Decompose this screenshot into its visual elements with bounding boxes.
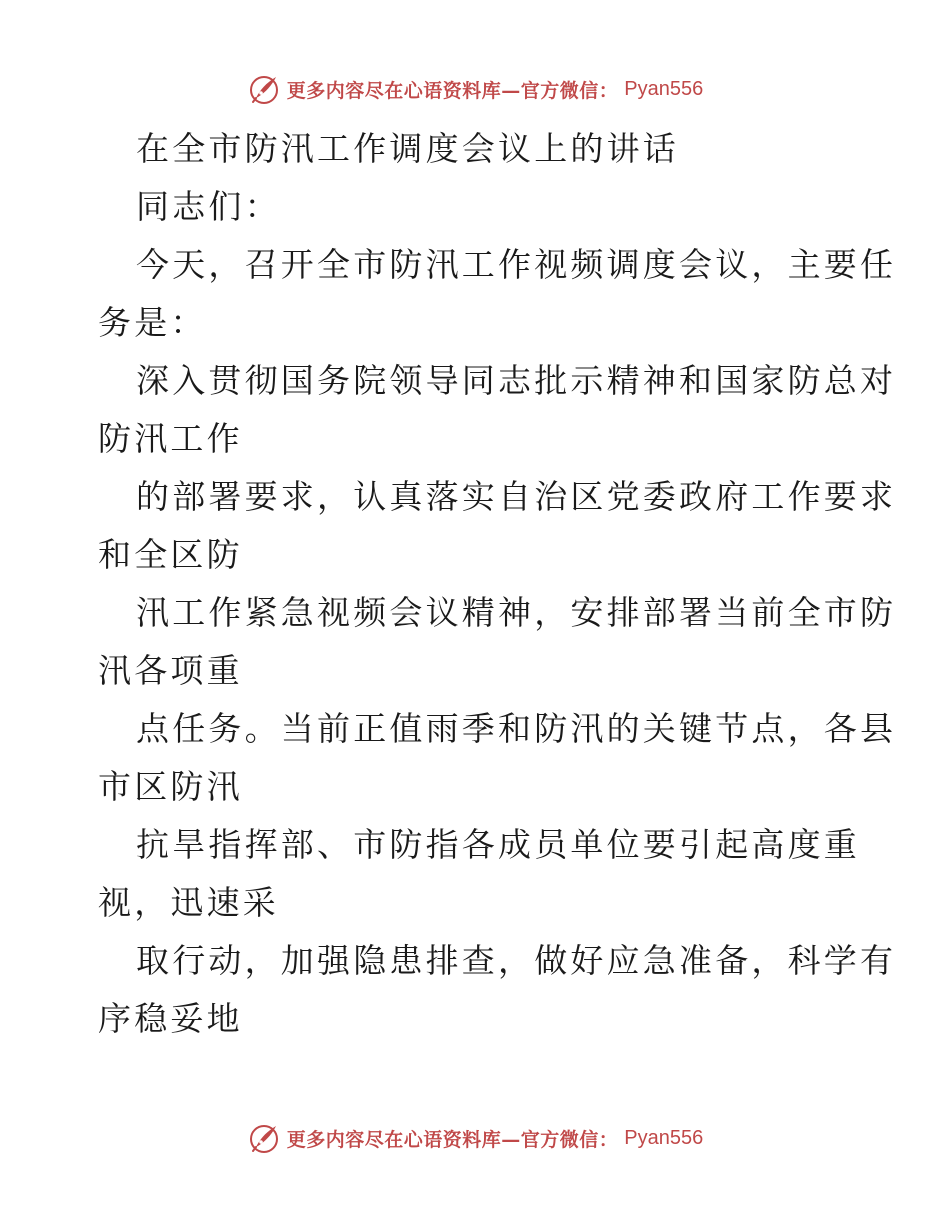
- paragraph-line: 汛各项重: [98, 651, 243, 690]
- footer-banner: [0, 1121, 950, 1155]
- banner-wechat-id: Pyan556: [624, 1126, 704, 1149]
- paragraph-line: 视，迅速采: [98, 883, 279, 922]
- document-title: 在全市防汛工作调度会议上的讲话: [136, 129, 679, 168]
- paragraph-line: 的部署要求，认真落实自治区党委政府工作要求: [136, 477, 897, 516]
- paragraph-line: 防汛工作: [98, 419, 243, 458]
- paragraph-line: 抗旱指挥部、市防指各成员单位要引起高度重: [136, 825, 860, 864]
- paragraph-line: 务是：: [98, 303, 207, 342]
- quill-pen-logo-icon: [247, 72, 281, 106]
- header-banner: [0, 72, 950, 106]
- paragraph-line: 和全区防: [98, 535, 243, 574]
- paragraph-line: 汛工作紧急视频会议精神，安排部署当前全市防: [136, 593, 897, 632]
- paragraph-line: 点任务。当前正值雨季和防汛的关键节点，各县: [136, 709, 897, 748]
- banner-text: 更多内容尽在心语资料库—官方微信：: [286, 79, 619, 102]
- paragraph-line: 序稳妥地: [98, 999, 243, 1038]
- banner-text: 更多内容尽在心语资料库—官方微信：: [286, 1128, 619, 1151]
- paragraph-line: 今天，召开全市防汛工作视频调度会议，主要任: [136, 245, 897, 284]
- banner-wechat-id: Pyan556: [624, 77, 704, 100]
- document-body: [98, 120, 897, 1048]
- paragraph-line: 市区防汛: [98, 767, 243, 806]
- paragraph-line: 深入贯彻国务院领导同志批示精神和国家防总对: [136, 361, 897, 400]
- paragraph-line: 取行动，加强隐患排查，做好应急准备，科学有: [136, 941, 897, 980]
- quill-pen-logo-icon: [247, 1121, 281, 1155]
- greeting: 同志们：: [136, 187, 281, 226]
